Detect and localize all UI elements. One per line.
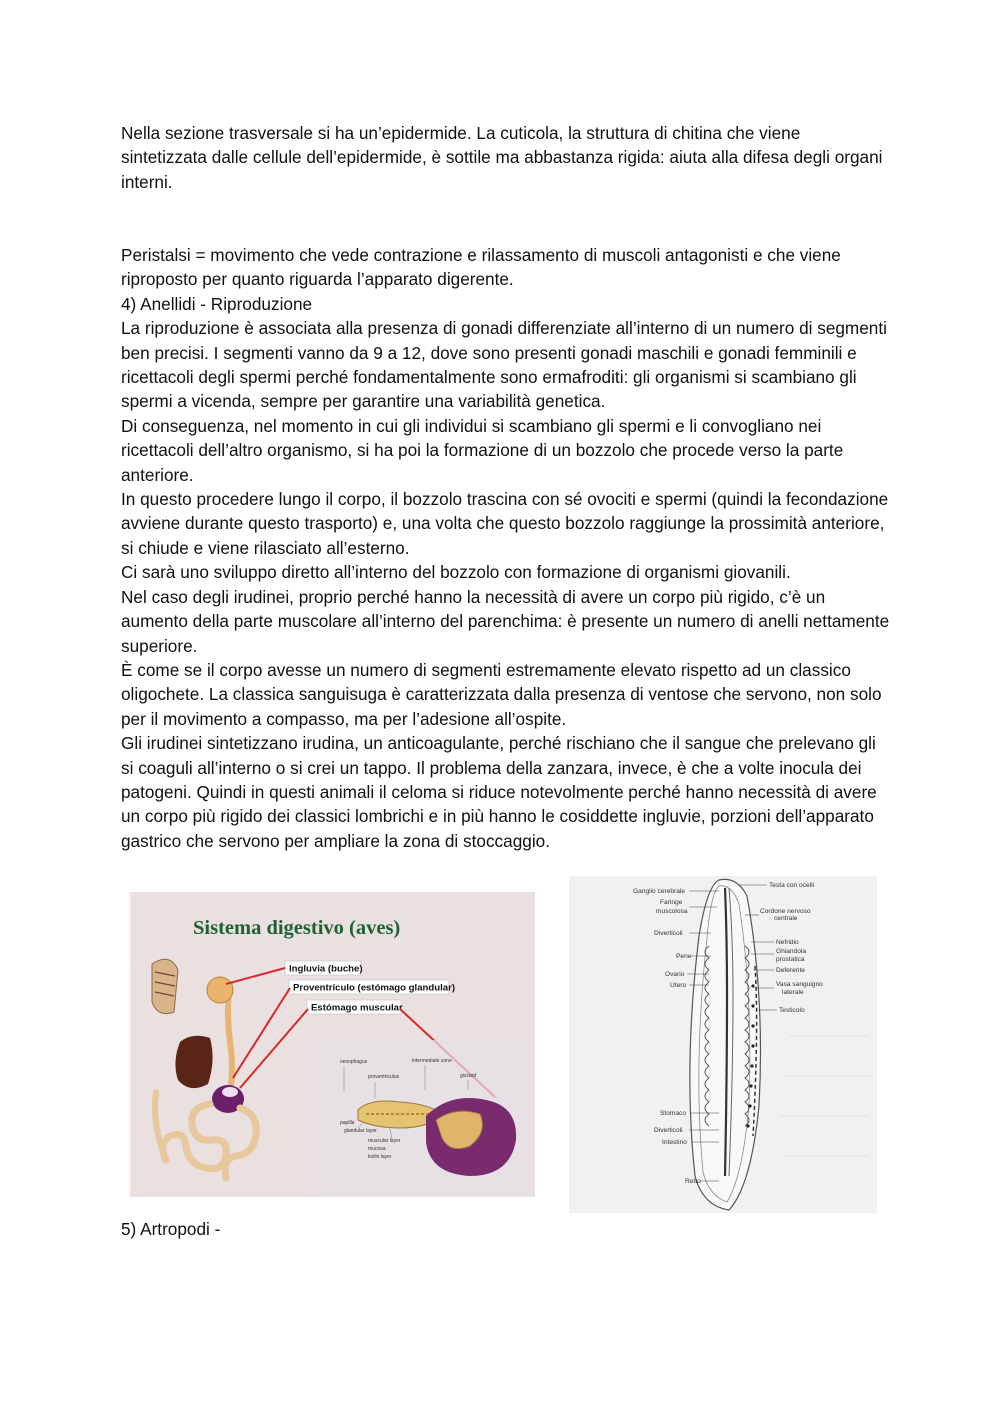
svg-text:muscular layer: muscular layer (368, 1138, 401, 1144)
svg-text:Nefridio: Nefridio (776, 939, 799, 946)
svg-text:intermediate zone: intermediate zone (412, 1058, 452, 1064)
svg-text:Ganglio cerebrale: Ganglio cerebrale (633, 888, 686, 895)
svg-text:Cordone nervoso: Cordone nervoso (760, 908, 811, 915)
svg-text:Ghiandola: Ghiandola (776, 948, 807, 955)
paragraph: Nella sezione trasversale si ha un’epidermide. La cuticola, la struttura di chitina che viene sintetizzata dalle cellule dell’epidermide, è sottile ma abbastanza rigida: aiuta alla difesa degli organi interni. (121, 123, 883, 192)
figure-title: Sistema digestivo (aves) (193, 917, 401, 939)
text-block-next-section (121, 1217, 891, 1241)
svg-text:Deferente: Deferente (776, 967, 805, 974)
svg-text:glandular layer: glandular layer (344, 1128, 377, 1134)
svg-text:oesophagus: oesophagus (340, 1059, 368, 1065)
section-heading-artropodi: 5) Artropodi - (121, 1219, 221, 1239)
svg-text:Utero: Utero (670, 982, 687, 989)
svg-text:prostatica: prostatica (776, 956, 805, 963)
svg-text:laterale: laterale (782, 989, 804, 996)
svg-text:Ovario: Ovario (665, 971, 685, 978)
svg-text:Retto: Retto (685, 1178, 701, 1185)
text-block-intro (121, 121, 891, 194)
svg-text:Stomaco: Stomaco (660, 1110, 687, 1117)
svg-text:Testa con ocelli: Testa con ocelli (769, 882, 815, 889)
svg-text:Testicolo: Testicolo (779, 1007, 805, 1014)
paragraph: La riproduzione è associata alla presenza di gonadi differenziate all’interno di un numero di segmenti ben precisi. I segmenti vanno da 9 a 12, dove sono presenti gonadi maschili e gonadi femminili e ricettacoli degli spermi perché fondamentalmente sono ermafroditi: gli organismi si scambiano gli spermi a vicenda, sempre per garantire una variabilità genetica. (121, 318, 887, 412)
section-heading-anellidi: 4) Anellidi - Riproduzione (121, 293, 313, 314)
label-ingluvia: Ingluvia (buche) (289, 963, 363, 975)
figure-annelid-anatomy (569, 876, 877, 1213)
svg-text:papilla: papilla (340, 1120, 355, 1126)
svg-text:muscolosa: muscolosa (656, 908, 688, 915)
svg-text:koilin layer: koilin layer (368, 1154, 392, 1160)
svg-text:Intestino: Intestino (662, 1139, 687, 1146)
text-block-main (121, 243, 891, 853)
svg-text:centrale: centrale (774, 915, 798, 922)
svg-text:Diverticoli: Diverticoli (654, 1127, 683, 1134)
svg-text:Vasa sanguigno: Vasa sanguigno (776, 981, 823, 988)
svg-text:gizzard: gizzard (460, 1073, 477, 1079)
paragraph: Gli irudinei sintetizzano irudina, un anticoagulante, perché rischiano che il sangue che prelevano gli si coaguli all’interno o si crei un tappo. Il problema della zanzara, invece, è che a volte inocula dei patogeni. Quindi in questi animali il celoma si riduce notevolmente perché hanno necessità di avere un corpo più rigido dei classici lombrichi e in più hanno le cosiddette ingluvie, porzioni dell’apparato gastrico che servono per ampliare la zona di stoccaggio. (121, 733, 877, 851)
svg-text:Diverticoli: Diverticoli (654, 930, 683, 937)
paragraph: Nel caso degli irudinei, proprio perché hanno la necessità di avere un corpo più rigido, c’è un aumento della parte muscolare all’interno del parenchima: è presente un numero di anelli nettamente superiore. (121, 586, 890, 656)
svg-text:Faringe: Faringe (660, 899, 683, 906)
figure-bird-digestive-system (130, 892, 535, 1197)
svg-text:mucosa: mucosa (368, 1146, 386, 1152)
paragraph: Ci sarà uno sviluppo diretto all’interno del bozzolo con formazione di organismi giovanili. (121, 562, 791, 583)
paragraph: In questo procedere lungo il corpo, il bozzolo trascina con sé ovociti e spermi (quindi la fecondazione avviene durante questo trasporto) e, una volta che questo bozzolo raggiunge la prossimità anteriore, si chiude e viene rilasciato all’esterno. (121, 489, 889, 558)
svg-text:Pene: Pene (676, 953, 692, 960)
svg-text:proventriculus: proventriculus (368, 1074, 400, 1080)
paragraph-peristalsi: Peristalsi = movimento che vede contrazione e rilassamento di muscoli antagonisti e che viene riproposto per quanto riguarda l’apparato digerente. (121, 245, 841, 290)
paragraph: È come se il corpo avesse un numero di segmenti estremamente elevato rispetto ad un classico oligochete. La classica sanguisuga è caratterizzata dalla presenza di ventose che servono, non solo per il movimento a compasso, ma per l’adesione all’ospite. (121, 659, 882, 729)
label-estomago-muscular: Estómago muscular (311, 1002, 403, 1014)
label-proventricolo: Proventrículo (estómago glandular) (293, 982, 456, 994)
paragraph: Di conseguenza, nel momento in cui gli individui si scambiano gli spermi e li convogliano nei ricettacoli dell’altro organismo, si ha poi la formazione di un bozzolo che procede verso la parte anteriore. (121, 415, 844, 485)
